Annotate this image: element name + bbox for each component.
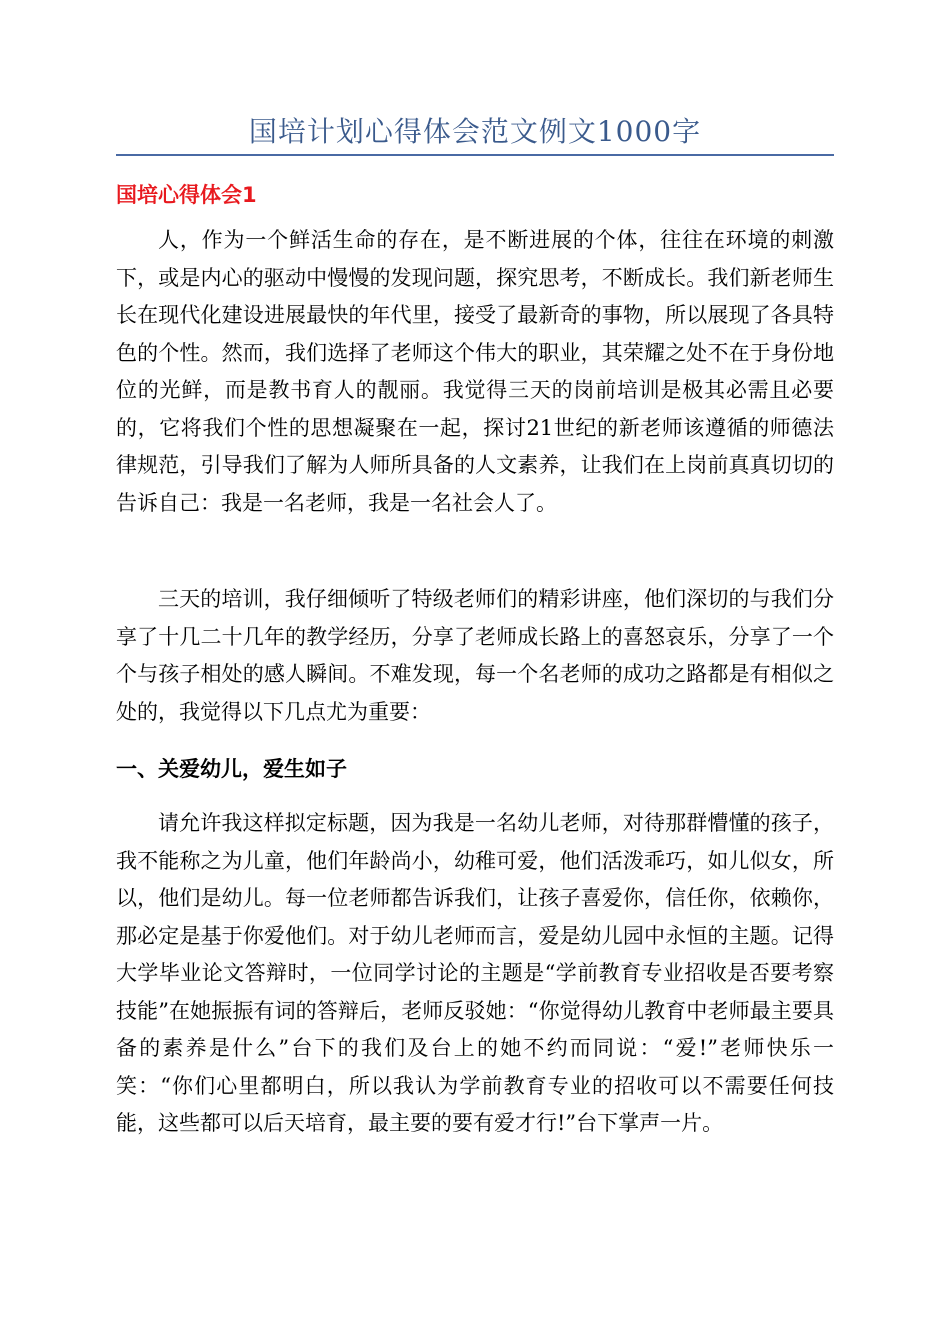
paragraph-1: 人，作为一个鲜活生命的存在，是不断进展的个体，往往在环境的刺激下，或是内心的驱动中慢慢的发现问题，探究思考，不断成长。我们新老师生长在现代化建设进展最快的年代里，接受了最新奇的事物，所以展现了各具特色的个性。然而，我们选择了老师这个伟大的职业，其荣耀之处不在于身份地位的光鲜，而是教书育人的靓丽。我觉得三天的岗前培训是极其必需且必要的，它将我们个性的思想凝聚在一起，探讨21世纪的新老师该遵循的师德法律规范，引导我们了解为人师所具备的人文素养，让我们在上岗前真真切切的告诉自己：我是一名老师，我是一名社会人了。 xyxy=(116,228,834,515)
paragraph-2: 三天的培训，我仔细倾听了特级老师们的精彩讲座，他们深切的与我们分享了十几二十几年的教学经历，分享了老师成长路上的喜怒哀乐，分享了一个个与孩子相处的感人瞬间。不难发现，每一个名老师的成功之路都是有相似之处的，我觉得以下几点尤为重要： xyxy=(116,587,834,724)
paragraph-3: 请允许我这样拟定标题，因为我是一名幼儿老师，对待那群懵懂的孩子，我不能称之为儿童，他们年龄尚小，幼稚可爱，他们活泼乖巧，如儿似女，所以，他们是幼儿。每一位老师都告诉我们，让孩子喜爱你，信任你，依赖你，那必定是基于你爱他们。对于幼儿老师而言，爱是幼儿园中永恒的主题。记得大学毕业论文答辩时，一位同学讨论的主题是“学前教育专业招收是否要考察技能”在她振振有词的答辩后，老师反驳她：“你觉得幼儿教育中老师最主要具备的素养是什么”台下的我们及台上的她不约而同说：“爱!”老师快乐一笑：“你们心里都明白，所以我认为学前教育专业的招收可以不需要任何技能，这些都可以后天培育，最主要的要有爱才行!”台下掌声一片。 xyxy=(116,811,834,1135)
sub-heading: 一、关爱幼儿，爱生如子 xyxy=(116,757,347,781)
title-underline xyxy=(116,154,834,156)
document-title: 国培计划心得体会范文例文1000字 xyxy=(248,115,702,148)
section-heading: 国培心得体会1 xyxy=(116,183,257,207)
